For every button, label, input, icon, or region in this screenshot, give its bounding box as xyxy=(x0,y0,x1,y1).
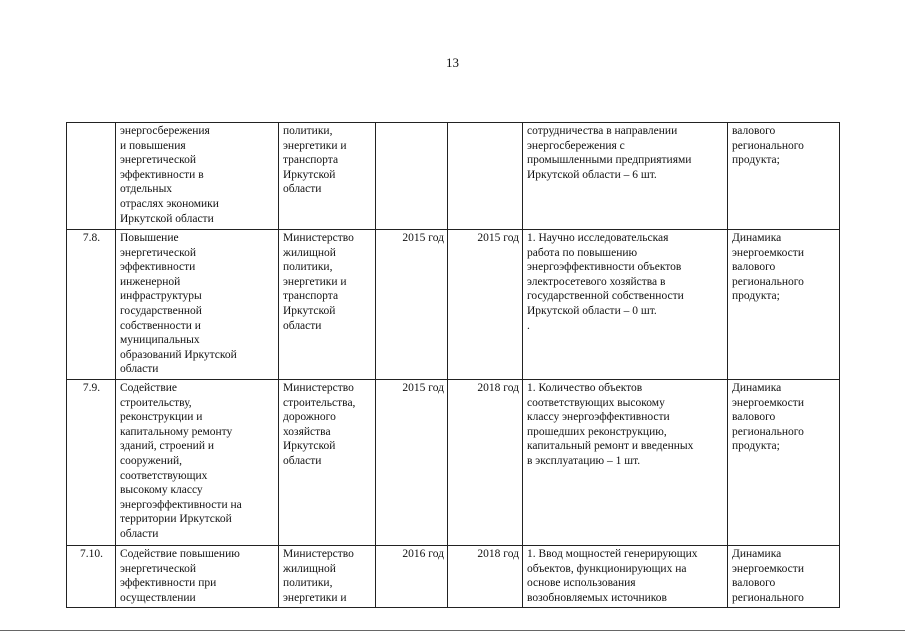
target-indicator: Динамика энергоемкости валового регионального xyxy=(728,546,840,608)
target-indicator: валового регионального продукта; xyxy=(728,123,840,230)
measures-table xyxy=(66,122,840,608)
responsible-executor: Министерство строительства, дорожного хозяйства Иркутской области xyxy=(279,380,376,546)
end-year: 2018 год xyxy=(448,546,523,608)
target-indicator: Динамика энергоемкости валового регионального продукта; xyxy=(728,230,840,380)
page-bottom-edge xyxy=(0,630,905,631)
page-number: 13 xyxy=(446,55,459,70)
row-number: 7.9. xyxy=(67,380,116,546)
start-year: 2015 год xyxy=(376,230,448,380)
responsible-executor: политики, энергетики и транспорта Иркутской области xyxy=(279,123,376,230)
table-row xyxy=(67,123,840,230)
expected-result: сотрудничества в направлении энергосбережения с промышленными предприятиями Иркутской области – 6 шт. xyxy=(523,123,728,230)
end-year: 2018 год xyxy=(448,380,523,546)
end-year xyxy=(448,123,523,230)
measure-name: Содействие строительству, реконструкции и капитальному ремонту зданий, строений и сооружений, соответствующих высокому классу энергоэффективности на территории Иркутской области xyxy=(116,380,279,546)
start-year: 2015 год xyxy=(376,380,448,546)
row-number: 7.10. xyxy=(67,546,116,608)
measure-name: Повышение энергетической эффективности инженерной инфраструктуры государственной собственности и муниципальных образований Иркутской области xyxy=(116,230,279,380)
expected-result: 1. Научно исследовательская работа по повышению энергоэффективности объектов электросетевого хозяйства в государственной собственности Иркутской области – 0 шт. . xyxy=(523,230,728,380)
row-number xyxy=(67,123,116,230)
measure-name: энергосбережения и повышения энергетической эффективности в отдельных отраслях экономики Иркутской области xyxy=(116,123,279,230)
table-row xyxy=(67,230,840,380)
table-row xyxy=(67,546,840,608)
end-year: 2015 год xyxy=(448,230,523,380)
expected-result: 1. Количество объектов соответствующих высокому классу энергоэффективности прошедших реконструкцию, капитальный ремонт и введенных в эксплуатацию – 1 шт. xyxy=(523,380,728,546)
row-number: 7.8. xyxy=(67,230,116,380)
expected-result: 1. Ввод мощностей генерирующих объектов, функционирующих на основе использования возобновляемых источников xyxy=(523,546,728,608)
target-indicator: Динамика энергоемкости валового регионального продукта; xyxy=(728,380,840,546)
start-year xyxy=(376,123,448,230)
start-year: 2016 год xyxy=(376,546,448,608)
responsible-executor: Министерство жилищной политики, энергетики и xyxy=(279,546,376,608)
table-row xyxy=(67,380,840,546)
measure-name: Содействие повышению энергетической эффективности при осуществлении xyxy=(116,546,279,608)
responsible-executor: Министерство жилищной политики, энергетики и транспорта Иркутской области xyxy=(279,230,376,380)
